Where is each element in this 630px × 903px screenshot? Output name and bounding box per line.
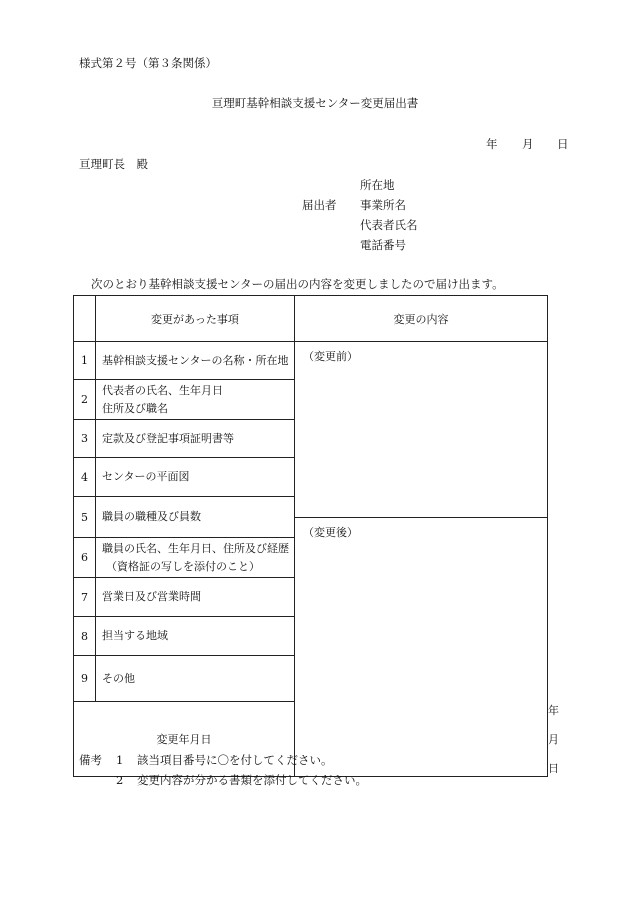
row-item — [96, 578, 295, 617]
row-number: 4 — [74, 458, 96, 497]
row-item-line: 職員の氏名、生年月日、住所及び経歴 — [102, 542, 289, 556]
row-item-line: 住所及び職名 — [102, 401, 168, 415]
row-item-line: （資格証の写しを添付のこと） — [106, 559, 260, 573]
change-date-year: 年 — [548, 704, 559, 717]
change-date-month: 月 — [548, 733, 559, 746]
row-item — [96, 458, 295, 497]
row-item-line: 定款及び登記事項証明書等 — [102, 431, 234, 445]
date-year: 年 — [486, 137, 498, 151]
row-number: 8 — [74, 617, 96, 656]
row-item — [96, 420, 295, 458]
after-label: （変更後） — [303, 526, 358, 539]
header-item: 変更があった事項 — [96, 296, 295, 342]
notes-label: 備考 — [79, 753, 102, 767]
row-number: 5 — [74, 497, 96, 538]
applicant-field-representative: 代表者氏名 — [360, 218, 418, 232]
row-number: 7 — [74, 578, 96, 617]
applicant-field-office-name: 事業所名 — [360, 198, 406, 212]
change-date-label: 変更年月日 — [74, 702, 295, 777]
row-number: 3 — [74, 420, 96, 458]
row-item-line: 営業日及び営業時間 — [102, 590, 201, 604]
document-title: 亘理町基幹相談支援センター変更届出書 — [211, 96, 419, 110]
change-items-table — [73, 295, 559, 777]
row-item-line: センターの平面図 — [102, 470, 190, 484]
row-item — [96, 342, 295, 380]
note-number: 2 — [116, 773, 124, 787]
applicant-field-phone: 電話番号 — [360, 238, 406, 252]
content-after-cell — [295, 518, 548, 777]
date-month: 月 — [522, 137, 534, 151]
row-number: 9 — [74, 656, 96, 702]
intro-sentence: 次のとおり基幹相談支援センターの届出の内容を変更しましたので届け出ます。 — [91, 277, 504, 291]
row-number: 2 — [74, 380, 96, 420]
row-item-line: その他 — [102, 671, 135, 685]
applicant-field-address: 所在地 — [360, 178, 395, 192]
row-item-line: 担当する地域 — [102, 629, 168, 643]
table-header-row — [74, 296, 548, 342]
row-item — [96, 538, 295, 578]
date-day: 日 — [557, 137, 569, 151]
note-text: 該当項目番号に〇を付してください。 — [137, 753, 333, 767]
before-label: （変更前） — [303, 350, 358, 363]
row-item-line: 職員の職種及び員数 — [102, 510, 201, 524]
row-item — [96, 497, 295, 538]
row-item — [96, 380, 295, 420]
content-before-cell — [295, 342, 548, 518]
row-number: 6 — [74, 538, 96, 578]
table-row — [74, 342, 548, 380]
row-item-line: 代表者の氏名、生年月日 — [102, 384, 223, 398]
addressee: 亘理町長 殿 — [79, 157, 148, 171]
note-text: 変更内容が分かる書類を添付してください。 — [137, 773, 367, 787]
applicant-label: 届出者 — [302, 198, 337, 212]
header-number-cell — [74, 296, 96, 342]
row-item-line: 基幹相談支援センターの名称・所在地 — [102, 353, 289, 367]
form-number: 様式第２号（第３条関係） — [79, 56, 217, 70]
row-number: 1 — [74, 342, 96, 380]
header-content: 変更の内容 — [295, 296, 548, 342]
note-number: 1 — [116, 753, 124, 767]
change-date-day: 日 — [548, 762, 559, 775]
row-item — [96, 656, 295, 702]
row-item — [96, 617, 295, 656]
